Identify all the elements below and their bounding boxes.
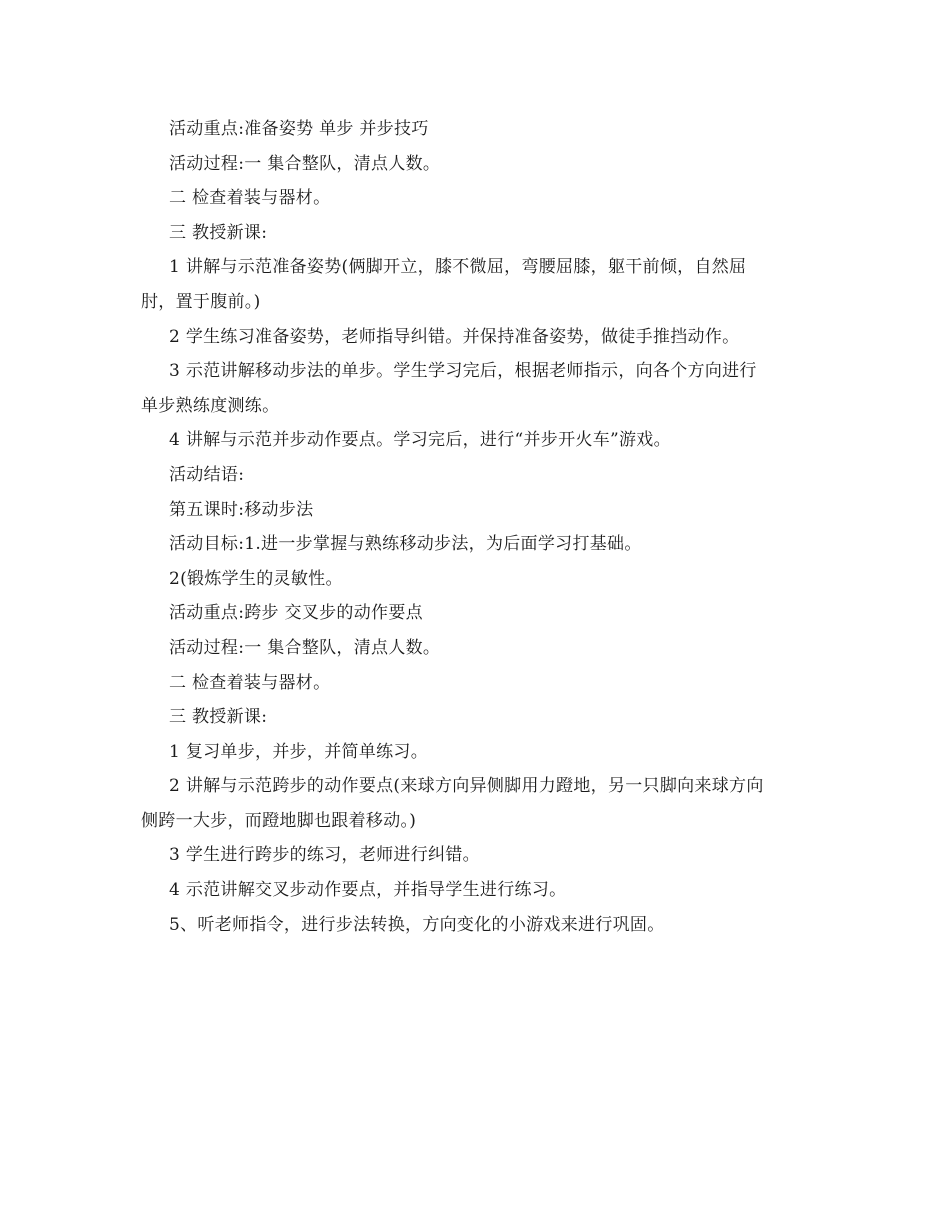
text-line: 3 示范讲解移动步法的单步。学生学习完后，根据老师指示，向各个方向进行 xyxy=(169,361,757,382)
text-line: 活动重点:跨步 交叉步的动作要点 xyxy=(169,603,423,624)
text-line: 2 学生练习准备姿势，老师指导纠错。并保持准备姿势，做徒手推挡动作。 xyxy=(169,326,740,347)
text-line: 2 讲解与示范跨步的动作要点(来球方向异侧脚用力蹬地，另一只脚向来球方向 xyxy=(169,776,764,797)
text-line: 单步熟练度测练。 xyxy=(141,395,280,416)
text-line: 二 检查着装与器材。 xyxy=(169,188,331,209)
text-line: 1 讲解与示范准备姿势(俩脚开立，膝不微屈，弯腰屈膝，躯干前倾，自然屈 xyxy=(169,257,747,278)
text-line: 三 教授新课: xyxy=(169,222,268,243)
text-line: 活动过程:一 集合整队，清点人数。 xyxy=(169,153,441,174)
text-line: 3 学生进行跨步的练习，老师进行纠错。 xyxy=(169,845,480,866)
text-line: 活动目标:1.进一步掌握与熟练移动步法，为后面学习打基础。 xyxy=(169,534,642,555)
text-line: 5、听老师指令，进行步法转换，方向变化的小游戏来进行巩固。 xyxy=(169,914,665,935)
text-line: 活动结语: xyxy=(169,464,245,485)
text-line: 1 复习单步，并步，并简单练习。 xyxy=(169,741,429,762)
text-line: 第五课时:移动步法 xyxy=(169,499,314,520)
text-line: 侧跨一大步，而蹬地脚也跟着移动。) xyxy=(141,810,417,831)
text-line: 二 检查着装与器材。 xyxy=(169,672,331,693)
text-line: 4 讲解与示范并步动作要点。学习完后，进行“并步开火车”游戏。 xyxy=(169,430,671,451)
text-line: 活动过程:一 集合整队，清点人数。 xyxy=(169,637,441,658)
text-line: 肘，置于腹前。) xyxy=(141,291,261,312)
text-line: 三 教授新课: xyxy=(169,707,268,728)
text-line: 活动重点:准备姿势 单步 并步技巧 xyxy=(169,119,429,139)
document-body xyxy=(141,112,813,942)
text-line: 2(锻炼学生的灵敏性。 xyxy=(169,568,343,589)
text-line: 4 示范讲解交叉步动作要点，并指导学生进行练习。 xyxy=(169,880,567,901)
